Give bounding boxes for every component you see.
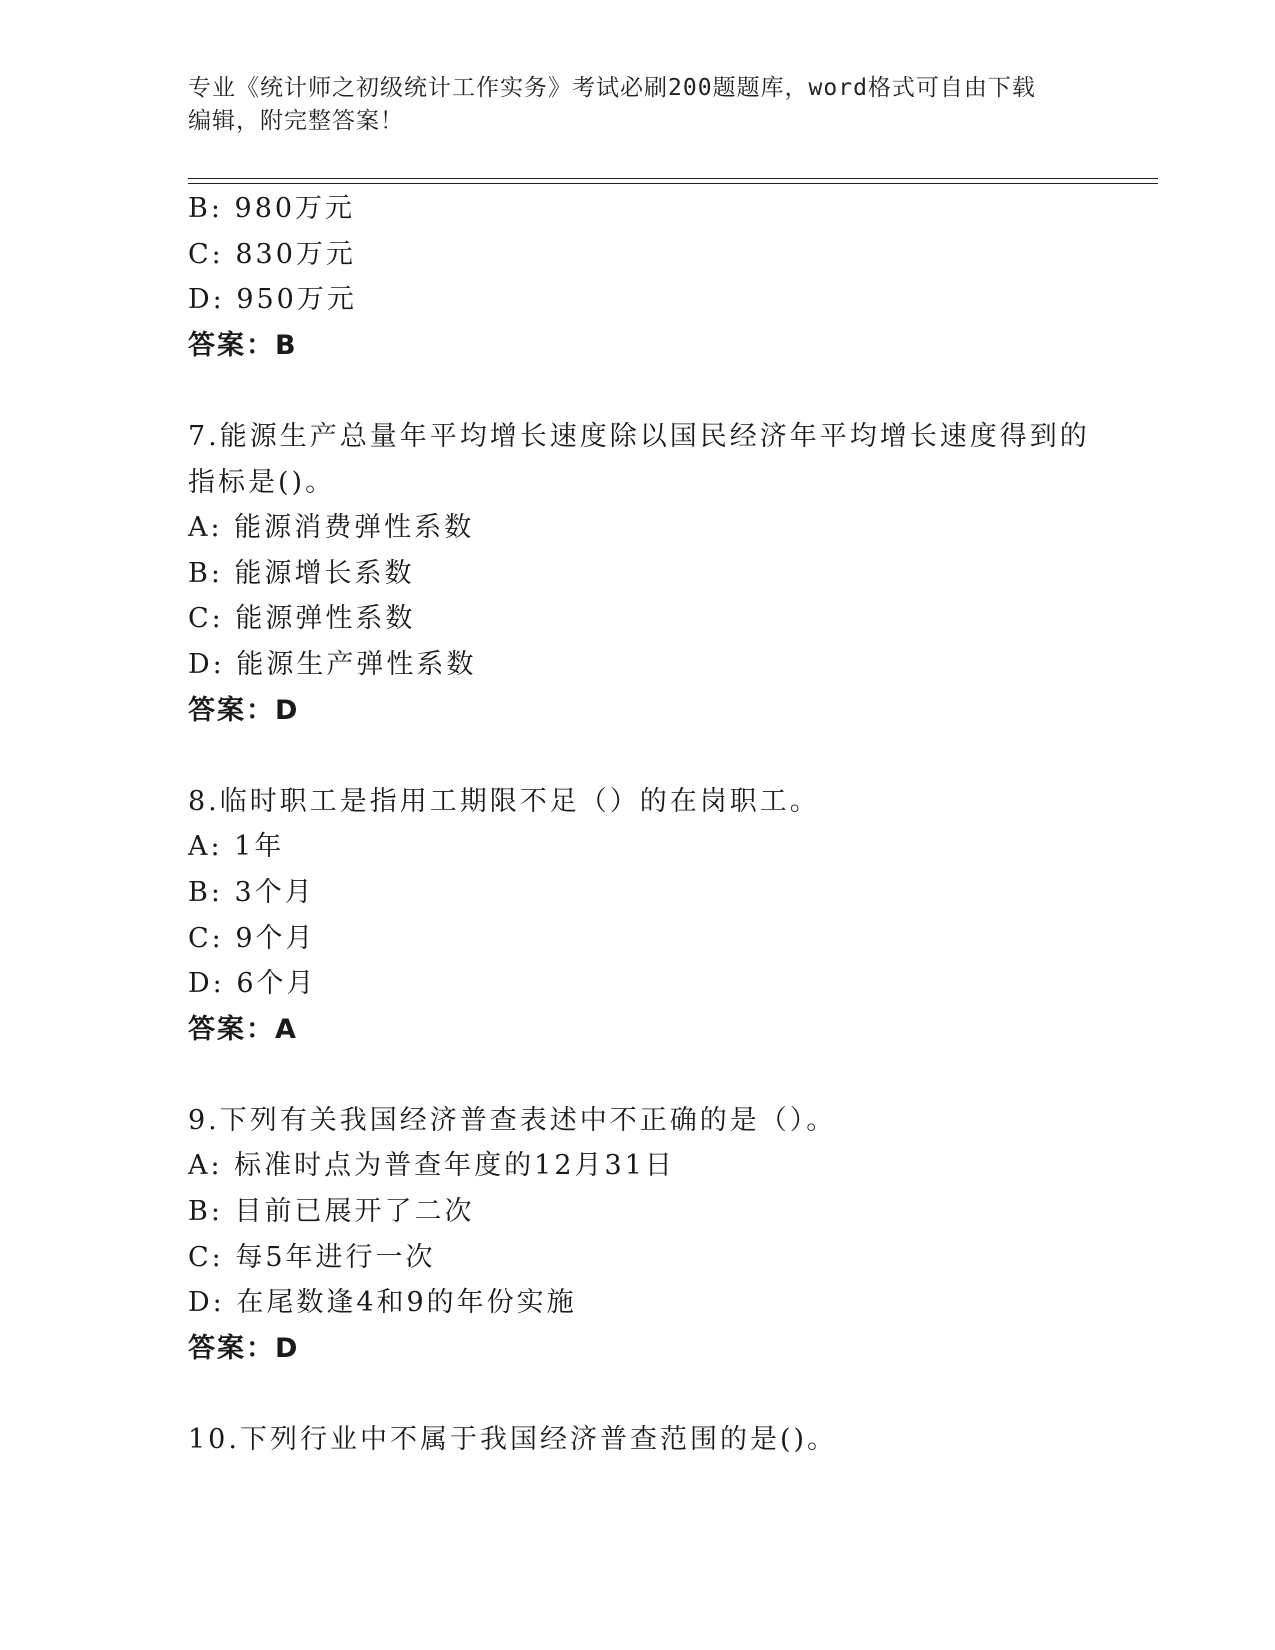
spacer [188, 733, 1088, 779]
question-stem: 7.能源生产总量年平均增长速度除以国民经济年平均增长速度得到的 [188, 420, 1090, 452]
spacer [188, 1052, 1088, 1098]
option-b: B: 目前已展开了二次 [188, 1196, 475, 1228]
option-c: C: 每5年进行一次 [188, 1241, 436, 1273]
option-a: A: 能源消费弹性系数 [188, 512, 475, 544]
option-a: A: 标准时点为普查年度的12月31日 [188, 1150, 675, 1182]
option-b: B: 980万元 [188, 193, 356, 224]
spacer [188, 1371, 1088, 1417]
question-9 [188, 1098, 1088, 1372]
question-stem: 8.临时职工是指用工期限不足（）的在岗职工。 [188, 785, 820, 817]
option-c: C: 能源弹性系数 [188, 603, 416, 635]
question-7 [188, 414, 1088, 733]
answer: 答案：B [188, 329, 298, 361]
option-a: A: 1年 [188, 831, 285, 863]
answer: 答案：D [188, 694, 300, 726]
question-8 [188, 779, 1088, 1053]
header-line-1: 专业《统计师之初级统计工作实务》考试必刷200题题库，word格式可自由下载 [188, 75, 1036, 101]
option-d: D: 在尾数逢4和9的年份实施 [188, 1287, 577, 1319]
option-d: D: 6个月 [188, 968, 317, 1000]
question-stem: 10.下列行业中不属于我国经济普查范围的是()。 [188, 1424, 838, 1456]
answer: 答案：A [188, 1013, 298, 1045]
header-line-2: 编辑，附完整答案！ [188, 108, 404, 134]
question-stem: 9.下列有关我国经济普查表述中不正确的是（）。 [188, 1104, 837, 1136]
option-b: B: 能源增长系数 [188, 557, 415, 589]
question-10 [188, 1417, 1088, 1463]
header-rule-top [188, 178, 1158, 179]
option-d: D: 能源生产弹性系数 [188, 648, 477, 680]
spacer [188, 368, 1088, 414]
answer: 答案：D [188, 1332, 300, 1364]
option-c: C: 830万元 [188, 238, 356, 270]
option-c: C: 9个月 [188, 922, 316, 954]
question-6 [188, 186, 1088, 368]
question-stem-cont: 指标是()。 [188, 466, 336, 498]
document-header [188, 72, 1068, 138]
option-d: D: 950万元 [188, 284, 357, 316]
option-b: B: 3个月 [188, 876, 315, 908]
header-rule-bottom [188, 183, 1158, 184]
question-list [188, 186, 1088, 1463]
